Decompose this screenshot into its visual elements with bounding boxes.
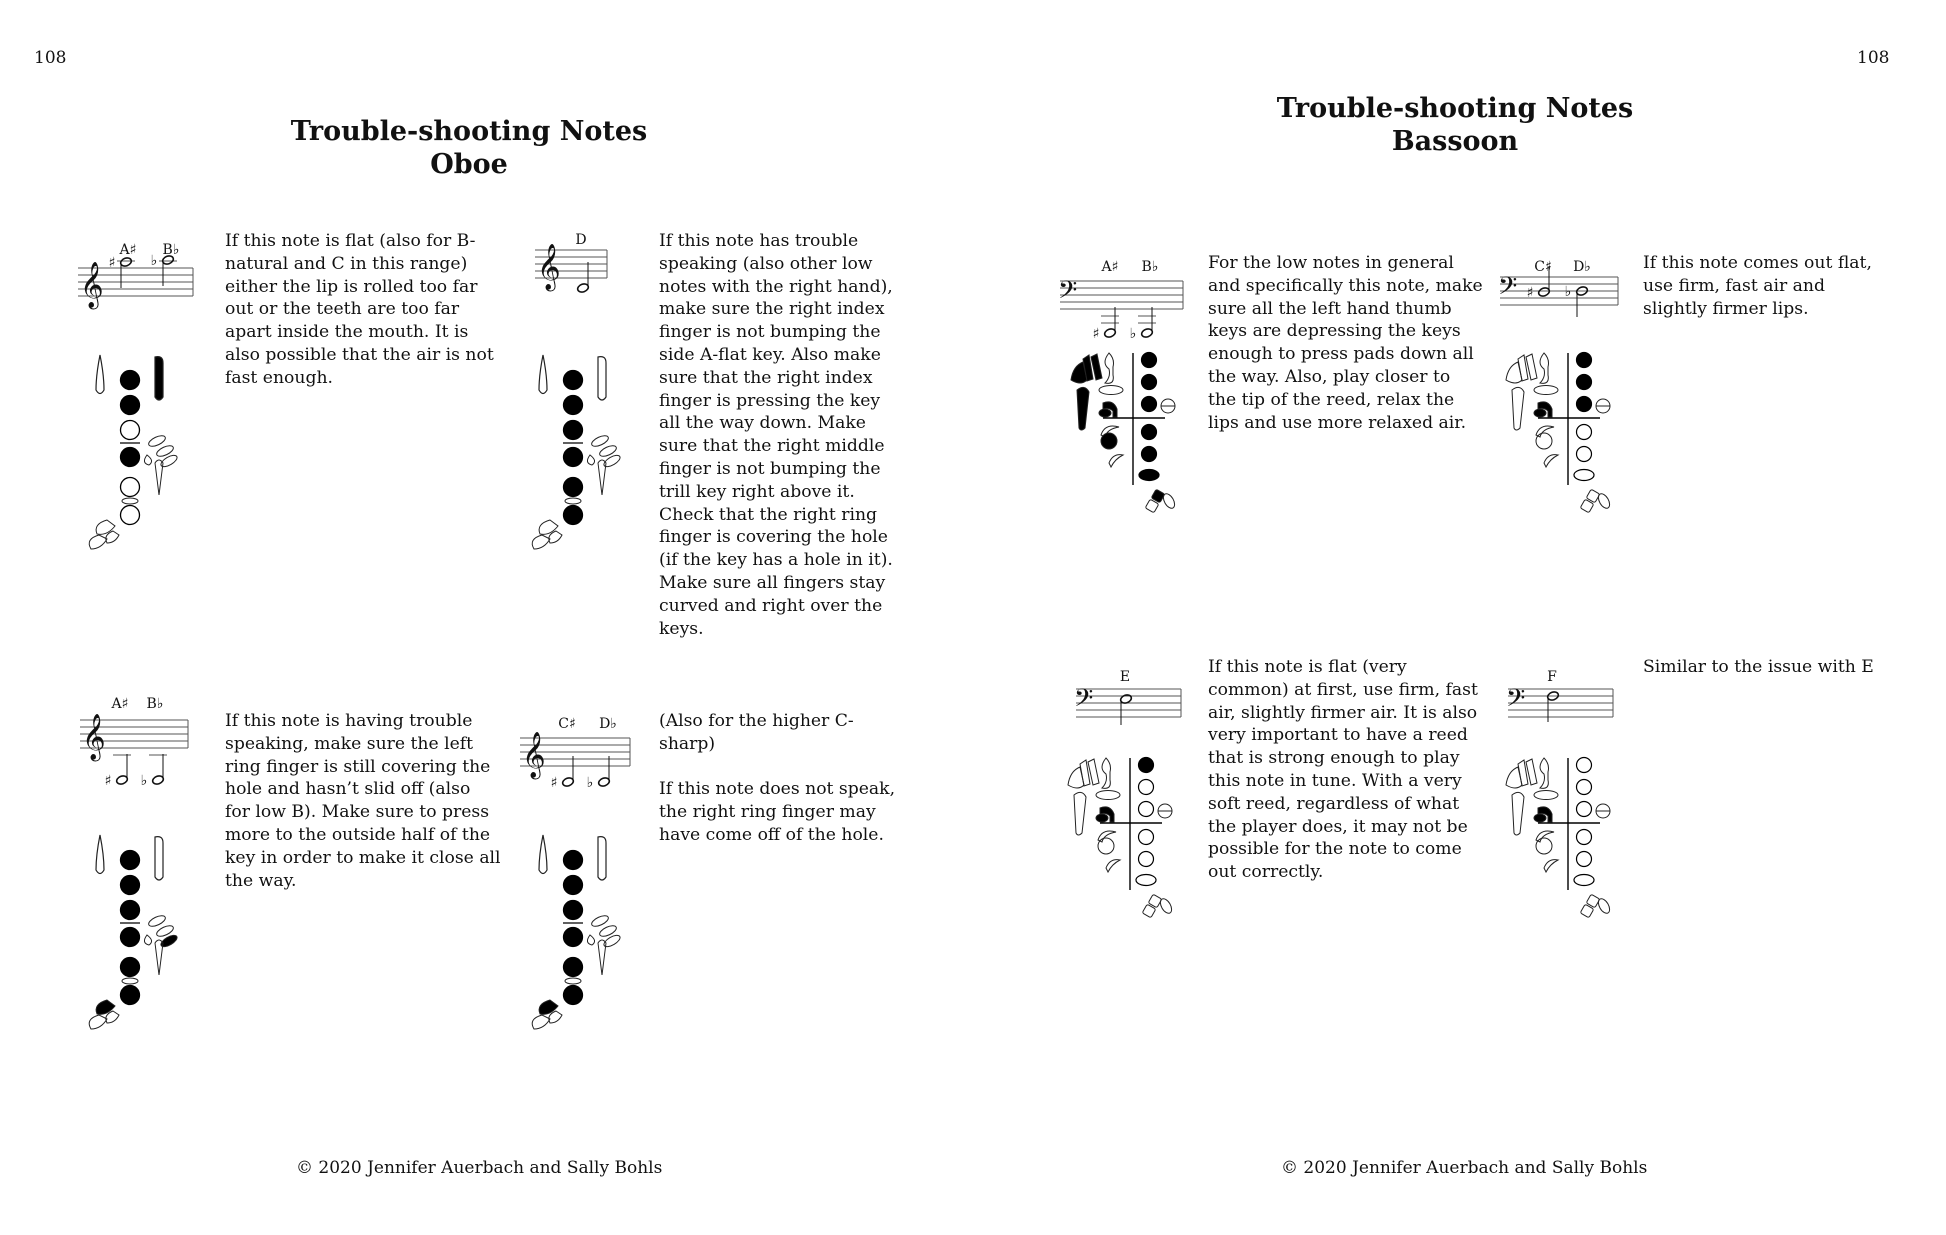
closed-hole-icon: [1142, 425, 1157, 440]
closed-hole-icon: [564, 986, 583, 1005]
octave-key-icon: [598, 357, 606, 400]
closed-hole-icon: [121, 371, 140, 390]
open-hole-icon: [1577, 425, 1592, 440]
treble-clef-icon: 𝄞: [537, 244, 561, 290]
closed-hole-icon: [1577, 375, 1592, 390]
closed-hole-icon: [564, 396, 583, 415]
closed-hole-icon: [121, 958, 140, 977]
whisper-key-icon: [1099, 409, 1111, 417]
whisper-key-icon: [1105, 353, 1114, 383]
closed-hole-icon: [1142, 375, 1157, 390]
note-label: D♭: [1573, 259, 1591, 275]
whisper-key-icon: [1540, 353, 1549, 383]
whisper-key-icon: [1096, 814, 1108, 822]
low-key-icon: [89, 535, 107, 549]
closed-hole-icon: [564, 958, 583, 977]
side-key-icon: [144, 935, 151, 945]
treble-clef-icon: 𝄞: [522, 732, 546, 778]
trill-key-icon: [147, 434, 167, 449]
thumb-key-icon: [96, 835, 104, 874]
title-line-1: Trouble-shooting Notes: [1276, 93, 1634, 124]
bass-clef-icon: 𝄢: [1058, 276, 1078, 311]
whisper-key-icon: [1534, 409, 1546, 417]
closed-hole-icon: [121, 396, 140, 415]
closed-hole-icon: [564, 901, 583, 920]
open-hole-icon: [1139, 830, 1154, 845]
bass-clef-icon: 𝄢: [1506, 684, 1526, 719]
oboe-fingering-chart: [528, 345, 638, 575]
low-key-icon: [96, 1000, 115, 1014]
sharp-icon: ♯: [550, 775, 558, 791]
open-hole-icon: [1577, 830, 1592, 845]
open-hole-icon: [1139, 802, 1154, 817]
music-staff: [525, 228, 625, 298]
side-key-icon: [144, 455, 151, 465]
trouble-note-text: If this note has trouble speaking (also other low notes with the right hand), make sure the right index finger is not bumping the side A-flat key. Also make sure that the right index finger is pressing the key all the way down. Make sure that the right middle finger is not bumping the trill key right above it. Check that the right ring finger is covering the hole (if the key has a hole in it). Make sure all fingers stay curved and right over the keys.: [659, 231, 893, 639]
sharp-icon: ♯: [1092, 326, 1100, 342]
note-label: A♯: [111, 696, 129, 712]
closed-hole-icon: [564, 851, 583, 870]
closed-hole-icon: [121, 851, 140, 870]
bassoon-fingering-chart: [1500, 750, 1630, 935]
music-staff: [78, 696, 198, 798]
note-label: B♭: [1141, 259, 1159, 275]
thumb-key-icon: [1077, 387, 1089, 430]
music-staff: [1068, 665, 1193, 745]
octave-key-icon: [155, 357, 163, 400]
small-key-icon: [122, 498, 138, 504]
title-line-2: Oboe: [430, 149, 508, 180]
flat-icon: ♭: [150, 253, 158, 269]
flat-icon: ♭: [140, 773, 148, 789]
bass-clef-icon: 𝄢: [1498, 272, 1518, 307]
trill-key-icon: [598, 444, 618, 459]
copyright-footer-left: © 2020 Jennifer Auerbach and Sally Bohls: [296, 1158, 663, 1178]
octave-key-icon: [598, 837, 606, 880]
sharp-icon: ♯: [1526, 285, 1534, 301]
title-line-2: Bassoon: [1391, 126, 1519, 157]
pinky-key-icon: [1596, 897, 1612, 915]
side-key-icon: [587, 455, 594, 465]
treble-clef-icon: 𝄞: [82, 714, 106, 760]
open-hole-icon: [1139, 780, 1154, 795]
octave-key-icon: [155, 837, 163, 880]
closed-hole-icon: [1142, 397, 1157, 412]
music-staff: [515, 710, 635, 800]
low-key-icon: [89, 1015, 107, 1029]
closed-hole-icon: [1577, 353, 1592, 368]
open-hole-icon: [121, 506, 140, 525]
thumb-key-icon: [1074, 792, 1086, 835]
flat-icon: ♭: [586, 775, 594, 791]
small-key-icon: [565, 978, 581, 984]
low-key-icon: [532, 535, 550, 549]
closed-hole-icon: [1142, 447, 1157, 462]
trouble-note-text: (Also for the higher C- sharp) If this note does not speak, the right ring finger may have come off of the hole.: [659, 711, 896, 845]
side-key-icon: [587, 935, 594, 945]
open-hole-icon: [1577, 758, 1592, 773]
thumb-key-icon: [1534, 386, 1558, 395]
right-thumb-key-icon: [1536, 838, 1552, 854]
closed-hole-icon: [1142, 353, 1157, 368]
note-label: A♯: [119, 242, 137, 258]
trouble-note-text: If this note comes out flat, use firm, fast air and slightly firmer lips.: [1643, 253, 1872, 319]
page-title-bassoon: [1245, 92, 1665, 158]
bassoon-fingering-chart: [1065, 345, 1195, 530]
music-staff: [1503, 665, 1628, 745]
low-key-icon: [539, 520, 558, 534]
trouble-note-text: For the low notes in general and specifically this note, make sure all the left hand thumb keys are depressing the keys enough to press pads down all the way. Also, play closer to the tip of the reed, relax the lips and use more relaxed air.: [1208, 253, 1483, 433]
page-number-left: 108: [34, 48, 67, 68]
side-key-icon: [598, 940, 606, 975]
trouble-note-text: If this note is having trouble speaking, make sure the left ring finger is still covering the hole and hasn’t slid off (also for low B). Make sure to press more to the outside half of the key in order to make it close all the way.: [225, 711, 501, 891]
whisper-key-icon: [1534, 814, 1546, 822]
right-thumb-key-icon: [1544, 455, 1558, 467]
f-key-icon: [1574, 875, 1594, 886]
trill-key-icon: [155, 444, 175, 459]
page-title-oboe: [259, 115, 679, 181]
note-label: B♭: [146, 696, 164, 712]
oboe-fingering-chart: [528, 825, 638, 1055]
note-label: F: [1547, 669, 1557, 685]
flat-icon: ♭: [1564, 284, 1572, 300]
right-thumb-key-icon: [1544, 860, 1558, 872]
note-label: C♯: [1534, 259, 1552, 275]
low-key-icon: [539, 1000, 558, 1014]
right-thumb-key-icon: [1536, 433, 1552, 449]
closed-hole-icon: [121, 901, 140, 920]
music-staff: [1498, 259, 1625, 345]
f-key-icon: [1139, 470, 1159, 481]
low-key-icon: [532, 1015, 550, 1029]
whisper-key-icon: [1102, 758, 1111, 788]
treble-clef-icon: 𝄞: [80, 262, 104, 308]
sharp-icon: ♯: [104, 773, 112, 789]
open-hole-icon: [1577, 802, 1592, 817]
pinky-key-icon: [1596, 492, 1612, 510]
sharp-icon: ♯: [108, 255, 116, 271]
note-label: E: [1119, 669, 1131, 685]
closed-hole-icon: [121, 448, 140, 467]
closed-hole-icon: [121, 876, 140, 895]
right-thumb-key-icon: [1101, 433, 1117, 449]
trill-key-icon: [147, 914, 167, 929]
right-thumb-key-icon: [1109, 455, 1123, 467]
pinky-key-icon: [1158, 897, 1174, 915]
closed-hole-icon: [564, 478, 583, 497]
closed-hole-icon: [564, 371, 583, 390]
closed-hole-icon: [564, 876, 583, 895]
trill-key-icon: [590, 434, 610, 449]
right-thumb-key-icon: [1106, 860, 1120, 872]
f-key-icon: [1574, 470, 1594, 481]
oboe-fingering-chart: [85, 345, 195, 575]
side-key-icon: [155, 460, 163, 495]
page-number-right: 108: [1857, 48, 1890, 68]
open-hole-icon: [121, 478, 140, 497]
closed-hole-icon: [564, 448, 583, 467]
trouble-note-text: Similar to the issue with E: [1643, 657, 1874, 677]
thumb-key-icon: [1512, 792, 1524, 835]
thumb-key-icon: [96, 355, 104, 394]
f-key-icon: [1136, 875, 1156, 886]
music-staff: [1060, 255, 1200, 355]
right-thumb-key-icon: [1098, 838, 1114, 854]
open-hole-icon: [1577, 447, 1592, 462]
thumb-key-icon: [1096, 791, 1120, 800]
closed-hole-icon: [564, 928, 583, 947]
bassoon-fingering-chart: [1500, 345, 1630, 530]
closed-hole-icon: [1139, 758, 1154, 773]
trill-key-icon: [598, 924, 618, 939]
open-hole-icon: [1577, 780, 1592, 795]
note-label: B♭: [162, 242, 180, 258]
closed-hole-icon: [121, 986, 140, 1005]
side-key-icon: [598, 460, 606, 495]
open-hole-icon: [1139, 852, 1154, 867]
copyright-footer-right: © 2020 Jennifer Auerbach and Sally Bohls: [1281, 1158, 1648, 1178]
music-staff: [70, 225, 210, 315]
note-label: D: [575, 232, 587, 248]
trouble-note-text: If this note is flat (also for B- natural and C in this range) either the lip is rolled too far out or the teeth are too far apart inside the mouth. It is also possible that the air is not fast enough.: [225, 231, 494, 388]
flat-icon: ♭: [1129, 326, 1137, 342]
note-label: A♯: [1101, 259, 1119, 275]
note-label: C♯: [558, 716, 576, 732]
whisper-key-icon: [1540, 758, 1549, 788]
open-hole-icon: [121, 421, 140, 440]
small-key-icon: [122, 978, 138, 984]
note-label: D♭: [599, 716, 617, 732]
thumb-key-icon: [1534, 791, 1558, 800]
low-key-icon: [96, 520, 115, 534]
small-key-icon: [565, 498, 581, 504]
thumb-key-icon: [1512, 387, 1524, 430]
oboe-fingering-chart: [85, 825, 195, 1055]
closed-hole-icon: [121, 928, 140, 947]
trill-key-icon: [590, 914, 610, 929]
closed-hole-icon: [564, 506, 583, 525]
thumb-key-icon: [1099, 386, 1123, 395]
thumb-key-icon: [539, 835, 547, 874]
open-hole-icon: [1577, 852, 1592, 867]
title-line-1: Trouble-shooting Notes: [290, 116, 648, 147]
bassoon-fingering-chart: [1062, 750, 1192, 935]
trouble-note-text: If this note is flat (very common) at first, use firm, fast air, slightly firmer air. It is also very important to have a reed that is strong enough to play this note in tune. With a very soft reed, regardless of what the player does, it may not be possible for the note to come out correctly.: [1208, 657, 1478, 883]
bass-clef-icon: 𝄢: [1074, 684, 1094, 719]
closed-hole-icon: [564, 421, 583, 440]
closed-hole-icon: [1577, 397, 1592, 412]
thumb-key-icon: [539, 355, 547, 394]
